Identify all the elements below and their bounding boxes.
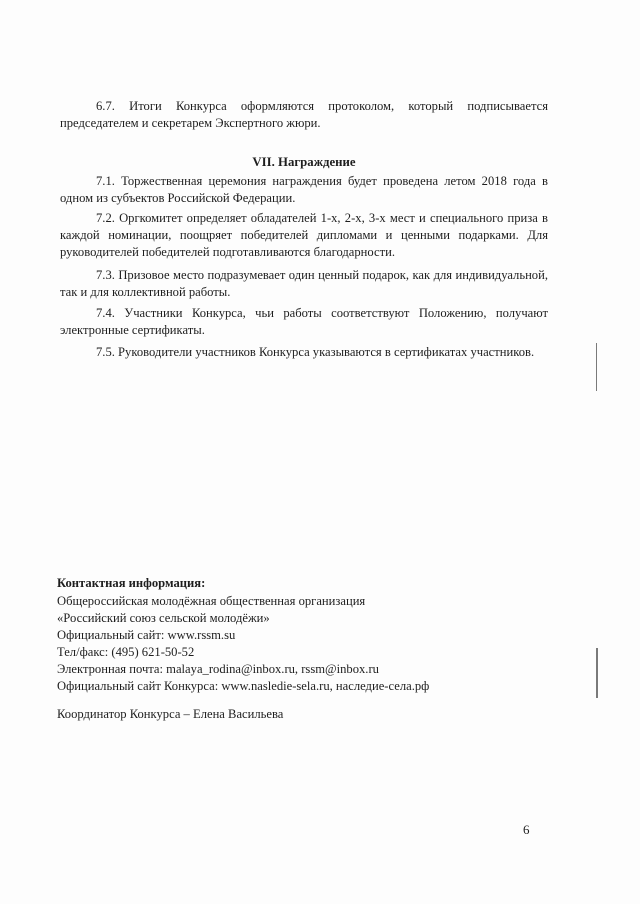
paragraph-7-1: 7.1. Торжественная церемония награждения будет проведена летом 2018 года в одном из субъектов Российской Федерации.: [60, 174, 548, 205]
contacts-title: Контактная информация:: [57, 576, 206, 590]
contacts-email: Электронная почта: malaya_rodina@inbox.ru, rssm@inbox.ru: [57, 662, 379, 676]
paragraph-7-4: 7.4. Участники Конкурса, чьи работы соответствуют Положению, получают электронные сертификаты.: [60, 306, 548, 337]
paragraph-7-3: 7.3. Призовое место подразумевает один ценный подарок, как для индивидуальной, так и для коллективной работы.: [60, 268, 548, 299]
paragraph-7-5: 7.5. Руководители участников Конкурса указываются в сертификатах участников.: [96, 345, 535, 359]
page-number: 6: [523, 822, 530, 837]
contacts-organization: Общероссийская молодёжная общественная организация: [57, 594, 366, 608]
scan-artifact-line: [596, 343, 597, 391]
section-heading: VII. Награждение: [252, 155, 356, 169]
paragraph-7-2: 7.2. Оргкомитет определяет обладателей 1-х, 2-х, 3-х мест и специального приза в каждой номинации, поощряет победителей дипломами и ценными подарками. Для руководителей победителей подготавливаются благодарности.: [60, 211, 548, 259]
contacts-phone: Тел/факс: (495) 621-50-52: [57, 645, 195, 659]
contacts-contest-site: Официальный сайт Конкурса: www.nasledie-sela.ru, наследие-села.рф: [57, 679, 430, 693]
paragraph-6-7: 6.7. Итоги Конкурса оформляются протоколом, который подписывается председателем и секретарем Экспертного жюри.: [60, 99, 548, 130]
contacts-official-site: Официальный сайт: www.rssm.su: [57, 628, 236, 642]
contacts-org-name: «Российский союз сельской молодёжи»: [57, 611, 270, 625]
scan-artifact-line: [596, 648, 598, 698]
contacts-coordinator: Координатор Конкурса – Елена Васильева: [57, 707, 284, 721]
